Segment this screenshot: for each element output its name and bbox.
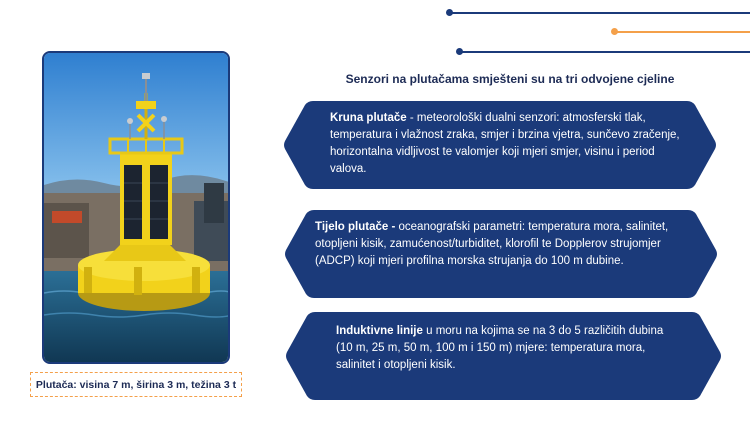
deco-dot-top [446, 9, 453, 16]
deco-dot-bottom [456, 48, 463, 55]
card-body: u moru na kojima se na 3 do 5 različitih dubina (10 m, 25 m, 50 m, 100 m i 150 m) mjere: temperatura mora, salinitet i otopljeni kisik. [336, 325, 664, 371]
card-text [330, 110, 690, 178]
buoy-caption: Plutača: visina 7 m, širina 3 m, težina 3 t [30, 372, 242, 397]
card-body: oceanografski parametri: temperatura mora, salinitet, otopljeni kisik, zamućenost/turbiditet, klorofil te Dopplerov strujomjer (ADCP) koji mjeri profilna morska strujanja do 100 m dubine. [315, 221, 669, 267]
buoy-illustration [44, 53, 230, 364]
card-title: Induktivne linije [336, 325, 423, 337]
buoy-photo [42, 51, 230, 364]
deco-line-bottom [459, 51, 750, 53]
deco-line-mid [614, 31, 750, 33]
card-title: Kruna plutače [330, 112, 407, 124]
section-heading: Senzori na plutačama smješteni su na tri odvojene cjeline [345, 72, 675, 86]
card-text [336, 323, 676, 374]
info-card-crown [283, 101, 717, 189]
info-card-body [284, 210, 718, 298]
card-title: Tijelo plutače - [315, 221, 396, 233]
info-card-inductive [285, 312, 722, 400]
card-text [315, 219, 695, 270]
deco-dot-mid [611, 28, 618, 35]
card-body: - meteorološki dualni senzori: atmosferski tlak, temperatura i vlažnost zraka, smjer i brzina vjetra, sunčevo zračenje, horizontalna vidljivost te valomjer koji mjeri smjer, visinu i period valova. [330, 112, 680, 175]
deco-line-top [449, 12, 750, 14]
